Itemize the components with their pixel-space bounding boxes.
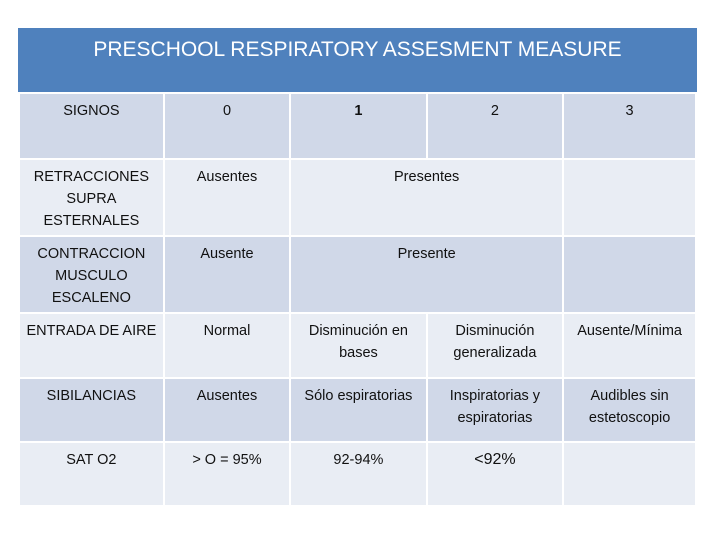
table-row [19, 378, 696, 442]
table-row [19, 442, 696, 506]
score-0-cell: Normal [164, 313, 290, 378]
score-2-cell: <92% [427, 442, 564, 506]
score-1-2-cell: Presentes [290, 159, 563, 236]
score-0-cell: Ausentes [164, 159, 290, 236]
header-score-1: 1 [290, 93, 426, 159]
table-row [19, 159, 696, 236]
table-row [19, 236, 696, 313]
sign-cell: ENTRADA DE AIRE [19, 313, 164, 378]
score-0-cell: Ausentes [164, 378, 290, 442]
header-score-0: 0 [164, 93, 290, 159]
score-1-cell: 92-94% [290, 442, 426, 506]
score-3-cell: Audibles sin estetoscopio [563, 378, 696, 442]
score-3-cell [563, 442, 696, 506]
sign-cell: CONTRACCION MUSCULO ESCALENO [19, 236, 164, 313]
score-3-cell: Ausente/Mínima [563, 313, 696, 378]
score-0-cell: > O = 95% [164, 442, 290, 506]
score-2-cell: Disminución generalizada [427, 313, 564, 378]
slide-title: PRESCHOOL RESPIRATORY ASSESMENT MEASURE [18, 28, 697, 92]
assessment-table [18, 92, 697, 507]
sign-cell: SAT O2 [19, 442, 164, 506]
score-1-cell: Sólo espiratorias [290, 378, 426, 442]
score-1-2-cell: Presente [290, 236, 563, 313]
slide-frame [18, 28, 697, 505]
header-row [19, 93, 696, 159]
score-1-cell: Disminución en bases [290, 313, 426, 378]
score-0-cell: Ausente [164, 236, 290, 313]
table-row [19, 313, 696, 378]
header-score-2: 2 [427, 93, 564, 159]
score-3-cell [563, 236, 696, 313]
score-2-cell: Inspiratorias y espiratorias [427, 378, 564, 442]
header-signos: SIGNOS [19, 93, 164, 159]
score-3-cell [563, 159, 696, 236]
sign-cell: SIBILANCIAS [19, 378, 164, 442]
sign-cell: RETRACCIONES SUPRA ESTERNALES [19, 159, 164, 236]
header-score-3: 3 [563, 93, 696, 159]
